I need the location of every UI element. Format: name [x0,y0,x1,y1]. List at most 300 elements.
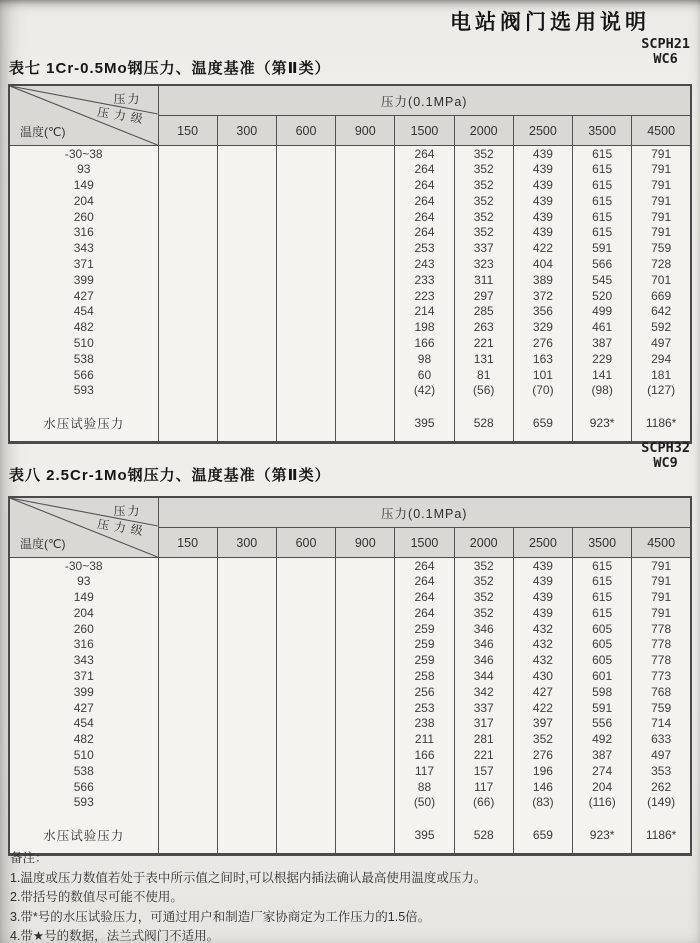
test-pressure-value-cell: 923* [573,398,632,443]
pressure-value-cell [158,763,217,779]
diagonal-label-temperature: 温度(℃) [20,125,66,139]
pressure-class-header-cell: 4500 [632,116,691,146]
pressure-value-cell [217,303,276,319]
pressure-value-cell [336,573,395,589]
pressure-value-cell [276,367,335,383]
pressure-value-cell: 432 [513,636,572,652]
pressure-value-cell [217,636,276,652]
test-pressure-value-cell [276,398,335,443]
pressure-value-cell: 329 [513,319,572,335]
pressure-value-cell [217,700,276,716]
pressure-value-cell [158,256,217,272]
pressure-value-cell [276,715,335,731]
pressure-value-cell: 768 [632,684,691,700]
pressure-value-cell: 605 [573,652,632,668]
table-row [9,763,691,779]
material-code-scph32: SCPH32 [641,440,690,456]
pressure-value-cell [217,794,276,810]
pressure-value-cell: 297 [454,288,513,304]
pressure-class-header-cell: 3500 [573,116,632,146]
temperature-cell: 427 [9,288,158,304]
pressure-class-header-cell: 150 [158,528,217,558]
diagonal-label-temperature: 温度(℃) [20,537,66,551]
pressure-value-cell: 397 [513,715,572,731]
pressure-value-cell: 276 [513,747,572,763]
test-pressure-value-cell: 659 [513,398,572,443]
pressure-unit-header: 压力(0.1MPa) [158,85,691,116]
pressure-value-cell [158,272,217,288]
pressure-value-cell: 432 [513,652,572,668]
table-row [9,351,691,367]
pressure-value-cell [217,573,276,589]
pressure-value-cell: 601 [573,668,632,684]
pressure-value-cell: 166 [395,747,454,763]
pressure-value-cell: 259 [395,652,454,668]
pressure-value-cell [336,272,395,288]
pressure-value-cell [217,731,276,747]
pressure-value-cell: 615 [573,589,632,605]
pressure-value-cell [336,319,395,335]
pressure-value-cell [217,367,276,383]
pressure-value-cell: 346 [454,621,513,637]
pressure-class-header-cell: 2000 [454,116,513,146]
pressure-value-cell: (42) [395,382,454,398]
table-row [9,684,691,700]
pressure-value-cell [158,589,217,605]
temperature-cell: 204 [9,193,158,209]
pressure-value-cell: 497 [632,747,691,763]
table-row [9,177,691,193]
pressure-value-cell [217,763,276,779]
pressure-value-cell: 791 [632,589,691,605]
pressure-value-cell: 60 [395,367,454,383]
pressure-value-cell: 259 [395,636,454,652]
pressure-value-cell [276,779,335,795]
pressure-class-header-cell: 300 [217,528,276,558]
pressure-value-cell [217,272,276,288]
table-row [9,224,691,240]
pressure-value-cell [158,161,217,177]
pressure-value-cell [158,684,217,700]
pressure-value-cell [336,177,395,193]
pressure-value-cell [158,335,217,351]
pressure-value-cell: 317 [454,715,513,731]
pressure-value-cell: 264 [395,573,454,589]
pressure-class-header-cell: 900 [336,116,395,146]
pressure-class-header-cell: 4500 [632,528,691,558]
diagonal-label-pressure: 压力 [113,504,142,518]
pressure-value-cell [276,272,335,288]
page-title: 电站阀门选用说明 [450,11,650,34]
pressure-value-cell: 264 [395,558,454,574]
pressure-value-cell: 497 [632,335,691,351]
diagonal-label-pressure: 压力 [113,92,142,106]
material-code-scph21: SCPH21 [641,36,690,52]
table-row [9,319,691,335]
pressure-value-cell: 352 [454,589,513,605]
pressure-value-cell [158,621,217,637]
pressure-value-cell: 166 [395,335,454,351]
pressure-value-cell: 101 [513,367,572,383]
pressure-value-cell [217,605,276,621]
pressure-value-cell [276,335,335,351]
pressure-value-cell: 163 [513,351,572,367]
pressure-value-cell: 337 [454,700,513,716]
table7 [8,84,692,444]
pressure-temperature-table-7 [8,84,692,444]
pressure-class-header-cell: 600 [276,116,335,146]
temperature-cell: 93 [9,573,158,589]
table-row [9,589,691,605]
pressure-value-cell: 221 [454,747,513,763]
pressure-value-cell: 214 [395,303,454,319]
pressure-value-cell [336,589,395,605]
pressure-class-header-cell: 900 [336,528,395,558]
table-row [9,779,691,795]
pressure-value-cell [276,794,335,810]
pressure-value-cell: 439 [513,177,572,193]
pressure-value-cell: 281 [454,731,513,747]
pressure-value-cell: 352 [454,161,513,177]
test-pressure-value-cell: 1186* [632,810,691,855]
pressure-value-cell [217,146,276,162]
diagonal-header-cell [9,497,158,558]
pressure-value-cell: 615 [573,193,632,209]
pressure-value-cell [336,747,395,763]
pressure-value-cell: 791 [632,605,691,621]
temperature-cell: 260 [9,209,158,225]
temperature-cell: 371 [9,668,158,684]
pressure-value-cell [217,684,276,700]
pressure-value-cell: 669 [632,288,691,304]
pressure-value-cell: 492 [573,731,632,747]
pressure-unit-header: 压力(0.1MPa) [158,497,691,528]
test-pressure-value-cell [336,398,395,443]
pressure-value-cell [336,256,395,272]
pressure-value-cell [158,668,217,684]
footnotes-heading: 备注： [10,851,48,865]
test-pressure-value-cell: 528 [454,398,513,443]
pressure-value-cell: 81 [454,367,513,383]
pressure-value-cell [336,146,395,162]
material-code-block-t8 [641,441,690,471]
pressure-value-cell [158,240,217,256]
pressure-value-cell [158,209,217,225]
pressure-value-cell: 238 [395,715,454,731]
table7-body [9,146,691,399]
pressure-value-cell: (66) [454,794,513,810]
temperature-cell: -30~38 [9,146,158,162]
pressure-value-cell: 439 [513,224,572,240]
material-code-block-t7 [641,37,690,67]
pressure-value-cell [217,621,276,637]
pressure-class-header-cell: 3500 [573,528,632,558]
pressure-value-cell [217,319,276,335]
pressure-value-cell: 221 [454,335,513,351]
pressure-value-cell: 728 [632,256,691,272]
pressure-value-cell: 117 [395,763,454,779]
pressure-value-cell: 196 [513,763,572,779]
test-pressure-value-cell: 1186* [632,398,691,443]
pressure-value-cell [336,652,395,668]
pressure-value-cell: 387 [573,335,632,351]
table-row [9,146,691,162]
pressure-class-header-cell: 1500 [395,116,454,146]
pressure-value-cell: 422 [513,240,572,256]
pressure-value-cell: (116) [573,794,632,810]
pressure-value-cell: 759 [632,700,691,716]
pressure-value-cell: 461 [573,319,632,335]
pressure-value-cell: 778 [632,652,691,668]
temperature-cell: 482 [9,731,158,747]
pressure-value-cell: 342 [454,684,513,700]
pressure-value-cell: (149) [632,794,691,810]
pressure-value-cell [276,256,335,272]
table7-title: 表七 1Cr-0.5Mo钢压力、温度基准（第Ⅱ类） [9,60,331,77]
pressure-value-cell: 352 [454,209,513,225]
pressure-value-cell [336,288,395,304]
temperature-cell: 510 [9,747,158,763]
pressure-value-cell: 352 [454,193,513,209]
pressure-value-cell: 714 [632,715,691,731]
pressure-value-cell: 264 [395,605,454,621]
pressure-value-cell: 263 [454,319,513,335]
pressure-class-header-cell: 2500 [513,116,572,146]
pressure-value-cell: 701 [632,272,691,288]
pressure-class-header-cell: 600 [276,528,335,558]
pressure-value-cell [336,763,395,779]
pressure-class-header-cell: 150 [158,116,217,146]
pressure-value-cell: 352 [454,558,513,574]
pressure-value-cell [158,288,217,304]
pressure-value-cell [336,668,395,684]
table-row [9,558,691,574]
pressure-value-cell [276,747,335,763]
table8-body [9,558,691,811]
pressure-value-cell [336,303,395,319]
pressure-value-cell: 146 [513,779,572,795]
temperature-cell: 93 [9,161,158,177]
pressure-value-cell: 264 [395,177,454,193]
pressure-value-cell: (98) [573,382,632,398]
pressure-value-cell: 556 [573,715,632,731]
diagonal-label-pressure-class: 压力级 [96,104,150,127]
pressure-value-cell [158,573,217,589]
test-pressure-label: 水压试验压力 [9,398,158,443]
pressure-value-cell: 243 [395,256,454,272]
temperature-cell: 593 [9,794,158,810]
pressure-value-cell: 791 [632,209,691,225]
test-pressure-row [9,398,691,443]
temperature-cell: -30~38 [9,558,158,574]
pressure-value-cell [276,573,335,589]
pressure-value-cell [276,558,335,574]
pressure-value-cell [217,209,276,225]
pressure-value-cell: 566 [573,256,632,272]
pressure-value-cell [276,636,335,652]
pressure-value-cell [158,351,217,367]
temperature-cell: 566 [9,779,158,795]
diagonal-label-pressure-class: 压力级 [96,516,150,539]
pressure-value-cell [217,288,276,304]
table-row [9,367,691,383]
pressure-value-cell [336,636,395,652]
pressure-value-cell: 198 [395,319,454,335]
pressure-value-cell [217,715,276,731]
table-row [9,193,691,209]
pressure-value-cell: 615 [573,573,632,589]
pressure-value-cell [336,224,395,240]
pressure-value-cell: 253 [395,700,454,716]
pressure-value-cell [276,668,335,684]
pressure-value-cell [276,700,335,716]
table-row [9,715,691,731]
pressure-value-cell [158,558,217,574]
pressure-value-cell: 439 [513,146,572,162]
pressure-value-cell: 759 [632,240,691,256]
table-row [9,335,691,351]
pressure-value-cell: 352 [454,224,513,240]
temperature-cell: 371 [9,256,158,272]
temperature-cell: 149 [9,589,158,605]
pressure-value-cell: 615 [573,146,632,162]
pressure-value-cell [158,193,217,209]
pressure-value-cell: 615 [573,605,632,621]
pressure-value-cell: 294 [632,351,691,367]
pressure-value-cell: 352 [454,177,513,193]
pressure-value-cell [158,715,217,731]
temperature-cell: 538 [9,351,158,367]
pressure-value-cell [217,589,276,605]
temperature-cell: 427 [9,700,158,716]
pressure-value-cell [217,351,276,367]
pressure-value-cell: 778 [632,621,691,637]
pressure-value-cell: 253 [395,240,454,256]
temperature-cell: 343 [9,652,158,668]
pressure-value-cell: 276 [513,335,572,351]
pressure-value-cell: 356 [513,303,572,319]
pressure-value-cell [217,256,276,272]
pressure-value-cell [158,146,217,162]
pressure-class-header-cell: 300 [217,116,276,146]
pressure-value-cell [217,161,276,177]
pressure-class-header-cell: 2000 [454,528,513,558]
pressure-value-cell: 344 [454,668,513,684]
pressure-value-cell [158,747,217,763]
pressure-value-cell [276,319,335,335]
pressure-value-cell: 264 [395,589,454,605]
test-pressure-label: 水压试验压力 [9,810,158,855]
pressure-value-cell: 432 [513,621,572,637]
pressure-value-cell: 778 [632,636,691,652]
pressure-value-cell [158,319,217,335]
pressure-value-cell [158,382,217,398]
pressure-value-cell: 262 [632,779,691,795]
pressure-value-cell [336,558,395,574]
pressure-value-cell: 430 [513,668,572,684]
pressure-value-cell [217,652,276,668]
table-row [9,209,691,225]
pressure-value-cell: 223 [395,288,454,304]
pressure-value-cell: (50) [395,794,454,810]
pressure-value-cell: 352 [454,146,513,162]
pressure-value-cell: 389 [513,272,572,288]
pressure-value-cell: 615 [573,209,632,225]
pressure-value-cell: 439 [513,589,572,605]
pressure-value-cell [276,240,335,256]
pressure-value-cell: (56) [454,382,513,398]
pressure-value-cell: 387 [573,747,632,763]
pressure-value-cell: 352 [454,605,513,621]
pressure-value-cell: (83) [513,794,572,810]
pressure-value-cell: 337 [454,240,513,256]
pressure-value-cell: 404 [513,256,572,272]
pressure-value-cell [276,209,335,225]
pressure-value-cell [217,747,276,763]
pressure-value-cell: 545 [573,272,632,288]
pressure-value-cell: 439 [513,573,572,589]
pressure-value-cell [276,177,335,193]
pressure-value-cell: 258 [395,668,454,684]
pressure-value-cell: 233 [395,272,454,288]
pressure-value-cell: 264 [395,146,454,162]
pressure-value-cell: 211 [395,731,454,747]
pressure-value-cell: 791 [632,558,691,574]
pressure-value-cell: 157 [454,763,513,779]
pressure-value-cell: 285 [454,303,513,319]
table8-title: 表八 2.5Cr-1Mo钢压力、温度基准（第Ⅱ类） [9,467,331,484]
pressure-value-cell [336,700,395,716]
footnotes [10,849,686,943]
pressure-value-cell [217,224,276,240]
pressure-value-cell: 499 [573,303,632,319]
temperature-cell: 149 [9,177,158,193]
pressure-temperature-table-8 [8,496,692,856]
pressure-value-cell: 439 [513,209,572,225]
pressure-value-cell [217,335,276,351]
pressure-value-cell: 274 [573,763,632,779]
pressure-value-cell: 346 [454,652,513,668]
pressure-value-cell: 422 [513,700,572,716]
pressure-value-cell [217,382,276,398]
pressure-value-cell [336,779,395,795]
pressure-value-cell: 791 [632,193,691,209]
pressure-value-cell [276,684,335,700]
pressure-value-cell: 181 [632,367,691,383]
pressure-value-cell: 353 [632,763,691,779]
pressure-value-cell: 791 [632,146,691,162]
pressure-value-cell [158,303,217,319]
pressure-value-cell [276,193,335,209]
pressure-value-cell [276,303,335,319]
pressure-value-cell [158,636,217,652]
pressure-value-cell: 520 [573,288,632,304]
pressure-value-cell: 264 [395,224,454,240]
pressure-value-cell [336,335,395,351]
table-row [9,161,691,177]
pressure-value-cell [276,224,335,240]
table-row [9,700,691,716]
pressure-value-cell: 791 [632,161,691,177]
pressure-value-cell: 591 [573,700,632,716]
pressure-value-cell [336,715,395,731]
pressure-value-cell [158,367,217,383]
pressure-value-cell: 141 [573,367,632,383]
table-row [9,573,691,589]
table-row [9,794,691,810]
pressure-value-cell: 229 [573,351,632,367]
footnote-1: 1.温度或压力数值若处于表中所示值之间时,可以根据内插法确认最高使用温度或压力。 [10,870,487,885]
